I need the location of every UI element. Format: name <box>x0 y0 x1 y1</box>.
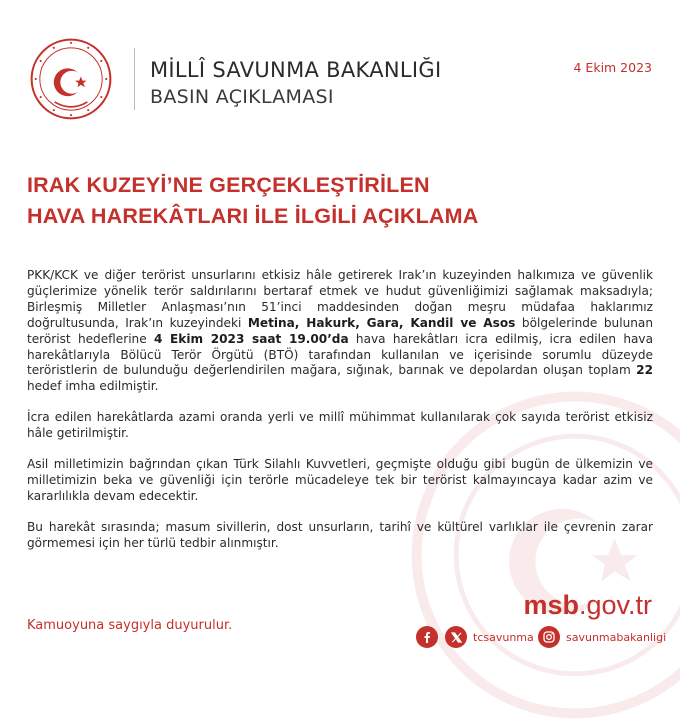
facebook-link[interactable] <box>416 625 438 649</box>
title-line-1: IRAK KUZEYİ’NE GERÇEKLEŞTİRİLEN <box>27 173 430 197</box>
title-line-2: HAVA HAREKÂTLARI İLE İLGİLİ AÇIKLAMA <box>27 204 479 228</box>
twitter-link[interactable] <box>445 625 534 649</box>
facebook-icon <box>416 626 438 648</box>
document-type: BASIN AÇIKLAMASI <box>150 86 334 108</box>
website-suffix: .gov.tr <box>578 590 652 620</box>
x-twitter-icon <box>445 626 467 648</box>
bold-regions: Metina, Hakurk, Gara, Kandil ve Asos <box>247 315 516 330</box>
ministry-name: MİLLÎ SAVUNMA BAKANLIĞI <box>150 58 442 82</box>
instagram-link[interactable] <box>538 625 666 649</box>
website-link[interactable] <box>523 590 652 621</box>
closing-line: Kamuoyuna saygıyla duyurulur. <box>27 618 233 633</box>
paragraph-3: Asil milletimizin bağrından çıkan Türk Silahlı Kuvvetleri, geçmişte olduğu gibi bugün de ülkemizin ve milletimizin beka ve güvenliği için terörle mücadeleye tek bir terörist kalmayıncaya kadar azim ve kararlılıkla devam edecektir. <box>27 457 653 503</box>
paragraph-1: PKK/KCK ve diğer terörist unsurlarını etkisiz hâle getirerek Irak’ın kuzeyinden halkımıza ve güvenlik güçlerimize yönelik terör saldırılarını bertaraf etmek ve hudut güvenliğimizi sağlamak maksadıyla; Birleşmiş Milletler Anlaşması’nın 51’inci maddesinden doğan meşru müdafaa haklarımız doğrultusunda, Irak’ın kuzeyindeki Metina, Hakurk, Gara, Kandil ve Asos bölgelerinde bulunan terörist hedeflerine 4 Ekim 2023 saat 19.00’da hava harekâtları icra edilmiş, icra edilen hava harekâtlarıyla Bölücü Terör Örgütü (BTÖ) tarafından kullanılan ve içerisinde sorumlu düzeyde teröristlerin de bulunduğu değerlendirilen mağara, sığınak, barınak ve depolardan oluşan toplam 22 hedef imha edilmiştir. <box>27 268 654 394</box>
instagram-icon <box>538 626 560 648</box>
bold-datetime: 4 Ekim 2023 saat 19.00’da <box>153 331 349 346</box>
instagram-handle: savunmabakanligi <box>566 630 667 644</box>
paragraph-2: İcra edilen harekâtlarda azami oranda yerli ve millî mühimmat kullanılarak çok sayıda terörist etkisiz hâle getirilmiştir. <box>27 410 653 441</box>
header-divider <box>134 48 135 110</box>
twitter-handle: tcsavunma <box>473 630 534 644</box>
statement-title <box>27 170 479 232</box>
website-main: msb <box>523 590 579 620</box>
statement-date: 4 Ekim 2023 <box>573 60 652 75</box>
statement-body <box>27 268 653 567</box>
paragraph-4: Bu harekât sırasında; masum sivillerin, dost unsurların, tarihî ve kültürel varlıklar ile çevrenin zarar görmemesi için her türlü tedbir alınmıştır. <box>27 519 653 550</box>
bold-target-count: 22 <box>636 363 653 378</box>
ministry-emblem <box>30 38 112 120</box>
